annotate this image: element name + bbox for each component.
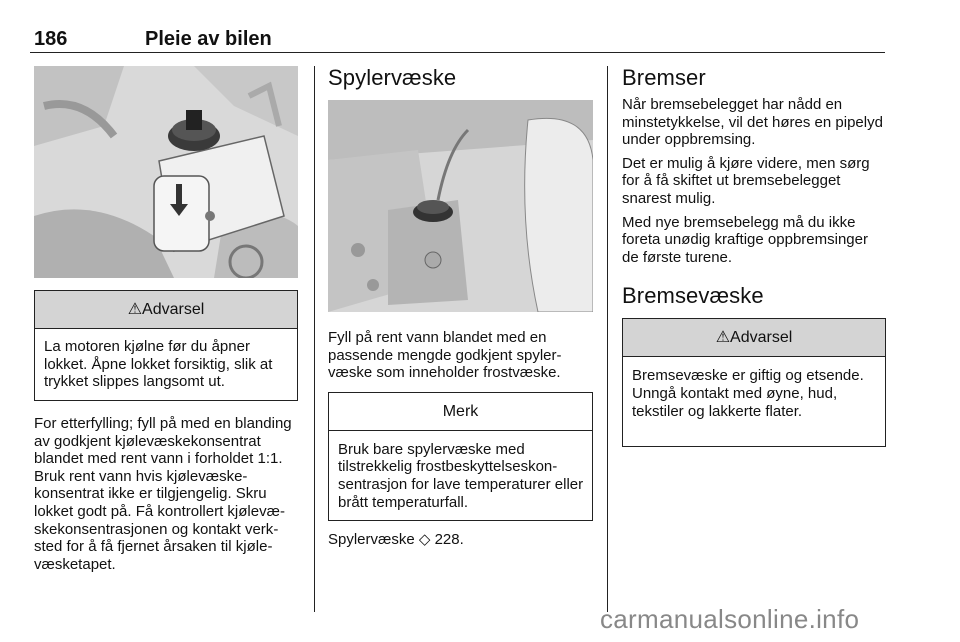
page-header	[30, 26, 885, 53]
warning-header	[623, 319, 885, 357]
note-header	[329, 393, 592, 431]
warning-title: Advarsel	[142, 301, 205, 318]
refill-paragraph: For etterfylling; fyll på med en blanding av godkjent kjølevæskekonsentrat blandet med rent vann i forholdet 1:1. Bruk rent vann hvis kjølevæskekonsentrat ikke er tilgjengelig. Skru lokket godt på. Få kontrollert kjølevæskekonsentrasjonen og kontakt verksted for å få fjernet årsaken til kjølevæsketapet.	[34, 415, 292, 573]
washer-fluid-photo	[328, 100, 593, 312]
reference-text: Spylervæske	[328, 530, 415, 548]
column-2	[328, 66, 593, 548]
column-3	[622, 66, 886, 447]
coolant-reservoir-photo	[34, 66, 298, 278]
warning-text: Bremsevæske er giftig og etsende. Unngå kontakt med øyne, hud, tekstiler og lakkerte flater.	[632, 367, 864, 420]
page-title: Pleie av bilen	[145, 28, 272, 50]
brake-fluid-heading: Bremsevæske	[622, 283, 764, 309]
washer-reference	[328, 531, 593, 549]
washer-paragraph: Fyll på rent vann blandet med en passende mengde godkjent spylervæske som inneholder frostvæske.	[328, 329, 562, 382]
brakes-paragraph-1: Når bremsebelegget har nådd en minstetykkelse, vil det høres en pipelyd under oppbremsing.	[622, 96, 883, 149]
column-divider	[314, 66, 315, 612]
page-reference-icon: ◇	[418, 530, 431, 548]
brakes-paragraph-2: Det er mulig å kjøre videre, men sørg for å få skiftet ut bremsebelegget snarest mulig.	[622, 154, 870, 207]
warning-header	[35, 291, 297, 329]
column-divider	[607, 66, 608, 612]
brake-fluid-warning-box	[622, 318, 886, 447]
brakes-paragraph-3: Med nye bremsebelegg må du ikke foreta unødig kraftige oppbremsinger de første turene.	[622, 213, 868, 266]
coolant-warning-box	[34, 290, 298, 401]
brakes-heading: Bremser	[622, 65, 706, 90]
washer-note-box	[328, 392, 593, 521]
warning-text: La motoren kjølne før du åpner lokket. Åpne lokket forsiktig, slik at trykket slippes langsomt ut.	[44, 338, 273, 391]
column-1	[34, 66, 298, 573]
watermark: carmanualsonline.info	[600, 604, 860, 634]
note-text: Bruk bare spylervæske med tilstrekkelig frostbeskyttelseskonsentrasjon for lave temperaturer eller brått temperaturfall.	[338, 440, 584, 511]
page-number: 186	[34, 28, 68, 50]
warning-triangle-icon: ⚠	[715, 329, 731, 347]
warning-triangle-icon: ⚠	[127, 301, 143, 318]
warning-title: Advarsel	[730, 329, 793, 347]
note-title: Merk	[442, 402, 479, 420]
reference-page[interactable]: 228.	[434, 530, 464, 548]
washer-fluid-heading: Spylervæske	[328, 65, 457, 90]
